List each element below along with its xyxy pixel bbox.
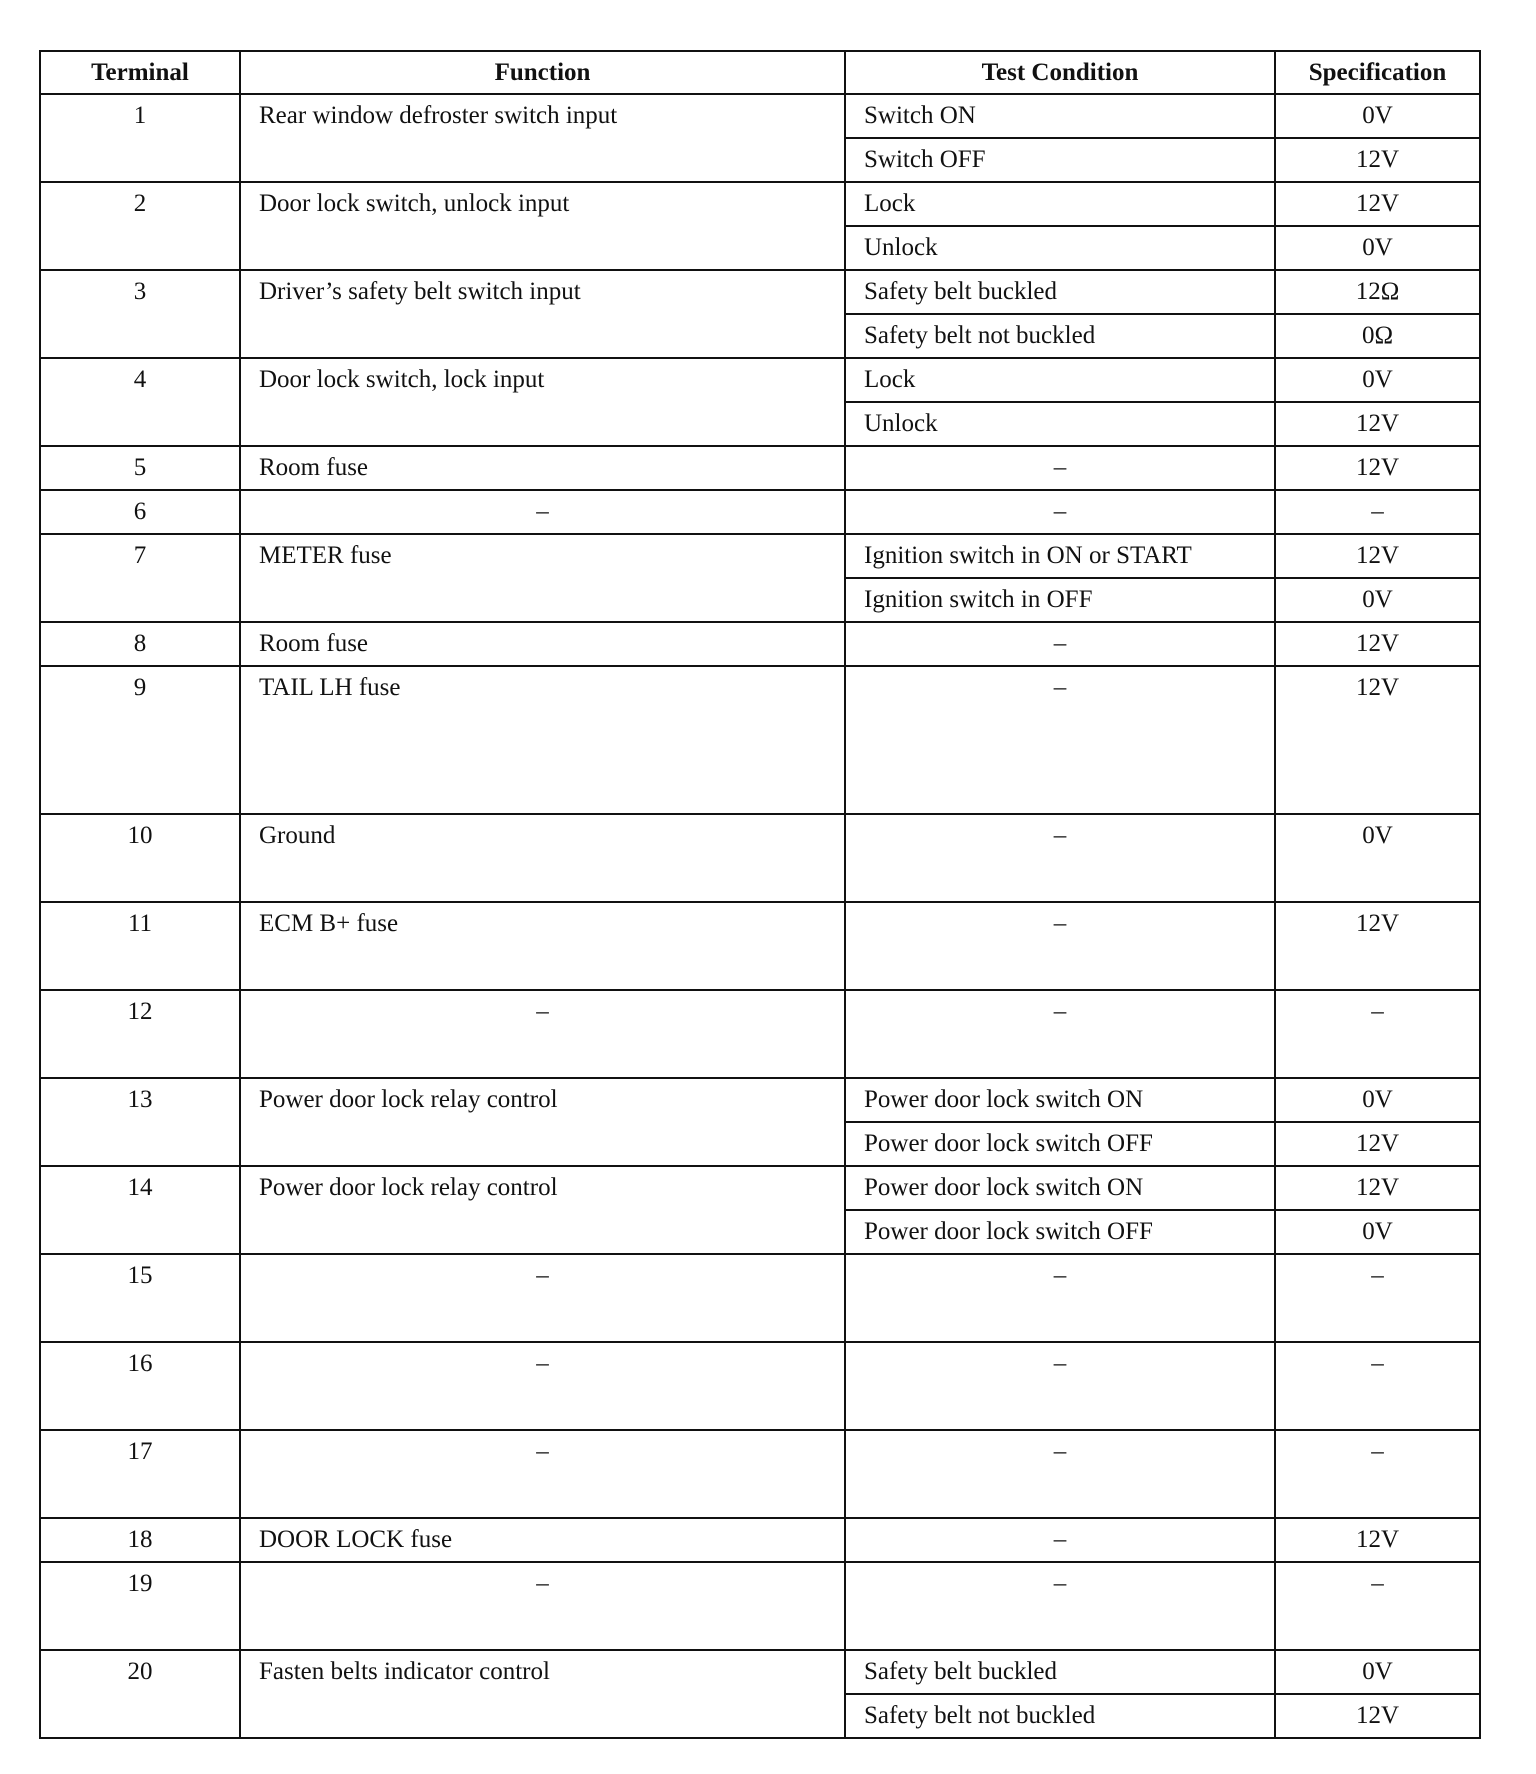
terminal-spec-document [39,50,1479,1739]
terminal-cell: 16 [40,1342,240,1430]
test-condition-cell: Power door lock switch OFF [845,1210,1275,1254]
terminal-cell: 10 [40,814,240,902]
function-cell: – [240,1254,845,1342]
test-condition-cell: Switch ON [845,94,1275,138]
specification-cell: 0Ω [1275,314,1480,358]
function-cell: Fasten belts indicator control [240,1650,845,1738]
specification-cell: 12V [1275,1518,1480,1562]
test-condition-cell: – [845,1562,1275,1650]
terminal-cell: 7 [40,534,240,622]
terminal-spec-table [39,50,1481,1739]
terminal-cell: 17 [40,1430,240,1518]
specification-cell: – [1275,1430,1480,1518]
function-cell: DOOR LOCK fuse [240,1518,845,1562]
function-cell: TAIL LH fuse [240,666,845,814]
function-cell: – [240,990,845,1078]
terminal-cell: 19 [40,1562,240,1650]
function-cell: ECM B+ fuse [240,902,845,990]
test-condition-cell: Lock [845,182,1275,226]
specification-cell: 0V [1275,358,1480,402]
test-condition-cell: Power door lock switch ON [845,1078,1275,1122]
test-condition-cell: – [845,1254,1275,1342]
terminal-cell: 20 [40,1650,240,1738]
terminal-cell: 18 [40,1518,240,1562]
table-row [40,1254,1480,1342]
specification-cell: 12V [1275,446,1480,490]
function-cell: Driver’s safety belt switch input [240,270,845,358]
specification-cell: – [1275,490,1480,534]
specification-cell: 0V [1275,226,1480,270]
specification-cell: – [1275,1562,1480,1650]
terminal-cell: 4 [40,358,240,446]
function-cell: Door lock switch, lock input [240,358,845,446]
table-row [40,1650,1480,1694]
test-condition-cell: – [845,490,1275,534]
test-condition-cell: – [845,1342,1275,1430]
terminal-cell: 14 [40,1166,240,1254]
specification-cell: 12Ω [1275,270,1480,314]
test-condition-cell: Safety belt buckled [845,1650,1275,1694]
table-row [40,1518,1480,1562]
test-condition-cell: Ignition switch in OFF [845,578,1275,622]
table-row [40,990,1480,1078]
table-row [40,182,1480,226]
function-cell: Rear window defroster switch input [240,94,845,182]
test-condition-cell: Power door lock switch ON [845,1166,1275,1210]
specification-cell: 0V [1275,1078,1480,1122]
table-body [40,94,1480,1738]
specification-cell: 12V [1275,402,1480,446]
table-row [40,358,1480,402]
test-condition-cell: Safety belt buckled [845,270,1275,314]
specification-cell: – [1275,1342,1480,1430]
function-cell: Room fuse [240,622,845,666]
table-row [40,1342,1480,1430]
terminal-cell: 3 [40,270,240,358]
header-function: Function [240,51,845,94]
table-row [40,490,1480,534]
terminal-cell: 6 [40,490,240,534]
test-condition-cell: – [845,814,1275,902]
specification-cell: 0V [1275,94,1480,138]
specification-cell: 0V [1275,578,1480,622]
specification-cell: 12V [1275,1166,1480,1210]
terminal-cell: 12 [40,990,240,1078]
table-row [40,814,1480,902]
test-condition-cell: – [845,990,1275,1078]
test-condition-cell: Safety belt not buckled [845,314,1275,358]
terminal-cell: 1 [40,94,240,182]
test-condition-cell: – [845,666,1275,814]
terminal-cell: 15 [40,1254,240,1342]
header-terminal: Terminal [40,51,240,94]
table-row [40,1562,1480,1650]
table-row [40,270,1480,314]
specification-cell: 12V [1275,1122,1480,1166]
table-row [40,1430,1480,1518]
test-condition-cell: Lock [845,358,1275,402]
table-row [40,1078,1480,1122]
test-condition-cell: Power door lock switch OFF [845,1122,1275,1166]
header-row [40,51,1480,94]
function-cell: Power door lock relay control [240,1078,845,1166]
specification-cell: 12V [1275,182,1480,226]
test-condition-cell: – [845,622,1275,666]
function-cell: – [240,490,845,534]
function-cell: Room fuse [240,446,845,490]
terminal-cell: 5 [40,446,240,490]
test-condition-cell: Unlock [845,402,1275,446]
function-cell: – [240,1342,845,1430]
function-cell: Ground [240,814,845,902]
table-row [40,666,1480,814]
test-condition-cell: – [845,902,1275,990]
terminal-cell: 9 [40,666,240,814]
table-row [40,94,1480,138]
terminal-cell: 8 [40,622,240,666]
function-cell: Door lock switch, unlock input [240,182,845,270]
specification-cell: 12V [1275,666,1480,814]
specification-cell: 12V [1275,534,1480,578]
table-row [40,622,1480,666]
specification-cell: 0V [1275,1210,1480,1254]
specification-cell: 0V [1275,1650,1480,1694]
table-row [40,446,1480,490]
specification-cell: 12V [1275,902,1480,990]
function-cell: – [240,1430,845,1518]
specification-cell: 12V [1275,138,1480,182]
specification-cell: – [1275,990,1480,1078]
specification-cell: 0V [1275,814,1480,902]
specification-cell: – [1275,1254,1480,1342]
function-cell: METER fuse [240,534,845,622]
header-specification: Specification [1275,51,1480,94]
terminal-cell: 13 [40,1078,240,1166]
specification-cell: 12V [1275,1694,1480,1738]
test-condition-cell: – [845,1430,1275,1518]
table-row [40,534,1480,578]
function-cell: Power door lock relay control [240,1166,845,1254]
table-row [40,902,1480,990]
table-header [40,51,1480,94]
test-condition-cell: Switch OFF [845,138,1275,182]
function-cell: – [240,1562,845,1650]
test-condition-cell: – [845,446,1275,490]
table-row [40,1166,1480,1210]
test-condition-cell: Safety belt not buckled [845,1694,1275,1738]
terminal-cell: 11 [40,902,240,990]
header-test-condition: Test Condition [845,51,1275,94]
specification-cell: 12V [1275,622,1480,666]
terminal-cell: 2 [40,182,240,270]
test-condition-cell: – [845,1518,1275,1562]
test-condition-cell: Ignition switch in ON or START [845,534,1275,578]
test-condition-cell: Unlock [845,226,1275,270]
